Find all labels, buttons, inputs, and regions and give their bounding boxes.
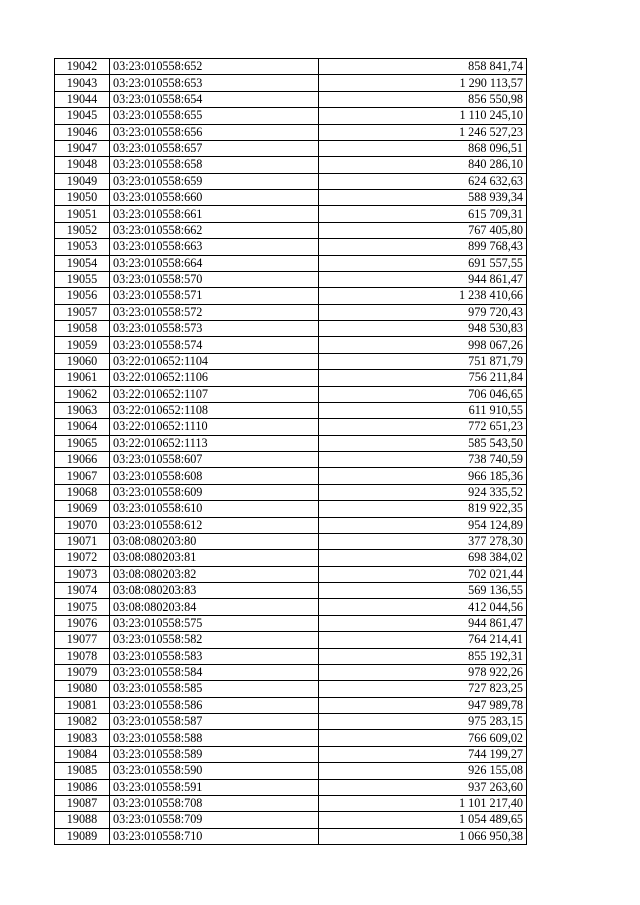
row-number-cell: 19088 — [55, 812, 110, 828]
row-number-cell: 19085 — [55, 763, 110, 779]
value-cell: 899 768,43 — [319, 239, 527, 255]
value-cell: 858 841,74 — [319, 59, 527, 75]
row-number-cell: 19067 — [55, 468, 110, 484]
cadastral-number-cell: 03:23:010558:664 — [110, 255, 319, 271]
table-row — [55, 124, 527, 140]
table-row — [55, 795, 527, 811]
cadastral-number-cell: 03:23:010558:589 — [110, 746, 319, 762]
table-row — [55, 321, 527, 337]
cadastral-number-cell: 03:23:010558:661 — [110, 206, 319, 222]
row-number-cell: 19069 — [55, 501, 110, 517]
table-row — [55, 714, 527, 730]
value-cell: 1 066 950,38 — [319, 828, 527, 844]
value-cell: 569 136,55 — [319, 583, 527, 599]
row-number-cell: 19048 — [55, 157, 110, 173]
value-cell: 377 278,30 — [319, 533, 527, 549]
value-cell: 954 124,89 — [319, 517, 527, 533]
row-number-cell: 19046 — [55, 124, 110, 140]
row-number-cell: 19059 — [55, 337, 110, 353]
cadastral-number-cell: 03:23:010558:659 — [110, 173, 319, 189]
table-body — [55, 59, 527, 845]
cadastral-number-cell: 03:23:010558:612 — [110, 517, 319, 533]
table-row — [55, 828, 527, 844]
cadastral-number-cell: 03:23:010558:657 — [110, 140, 319, 156]
row-number-cell: 19066 — [55, 452, 110, 468]
cadastral-number-cell: 03:22:010652:1104 — [110, 353, 319, 369]
cadastral-number-cell: 03:23:010558:654 — [110, 91, 319, 107]
table-row — [55, 239, 527, 255]
row-number-cell: 19043 — [55, 75, 110, 91]
row-number-cell: 19050 — [55, 190, 110, 206]
row-number-cell: 19049 — [55, 173, 110, 189]
cadastral-number-cell: 03:23:010558:588 — [110, 730, 319, 746]
table-row — [55, 337, 527, 353]
row-number-cell: 19057 — [55, 304, 110, 320]
table-row — [55, 730, 527, 746]
cadastral-number-cell: 03:23:010558:607 — [110, 452, 319, 468]
value-cell: 615 709,31 — [319, 206, 527, 222]
row-number-cell: 19080 — [55, 681, 110, 697]
table-row — [55, 419, 527, 435]
value-cell: 856 550,98 — [319, 91, 527, 107]
cadastral-number-cell: 03:23:010558:662 — [110, 222, 319, 238]
cadastral-number-cell: 03:23:010558:584 — [110, 664, 319, 680]
value-cell: 924 335,52 — [319, 484, 527, 500]
row-number-cell: 19062 — [55, 386, 110, 402]
table-row — [55, 91, 527, 107]
cadastral-number-cell: 03:23:010558:571 — [110, 288, 319, 304]
cadastral-number-cell: 03:23:010558:609 — [110, 484, 319, 500]
value-cell: 412 044,56 — [319, 599, 527, 615]
table-row — [55, 206, 527, 222]
cadastral-number-cell: 03:23:010558:574 — [110, 337, 319, 353]
row-number-cell: 19053 — [55, 239, 110, 255]
cadastral-number-cell: 03:08:080203:83 — [110, 583, 319, 599]
table-row — [55, 501, 527, 517]
cadastral-number-cell: 03:23:010558:660 — [110, 190, 319, 206]
value-cell: 944 861,47 — [319, 615, 527, 631]
row-number-cell: 19087 — [55, 795, 110, 811]
row-number-cell: 19084 — [55, 746, 110, 762]
value-cell: 727 823,25 — [319, 681, 527, 697]
row-number-cell: 19052 — [55, 222, 110, 238]
row-number-cell: 19063 — [55, 402, 110, 418]
cadastral-number-cell: 03:23:010558:610 — [110, 501, 319, 517]
row-number-cell: 19055 — [55, 271, 110, 287]
table-row — [55, 255, 527, 271]
cadastral-number-cell: 03:23:010558:575 — [110, 615, 319, 631]
cadastral-number-cell: 03:23:010558:573 — [110, 321, 319, 337]
table-row — [55, 386, 527, 402]
table-row — [55, 108, 527, 124]
table-row — [55, 779, 527, 795]
table-row — [55, 271, 527, 287]
cadastral-number-cell: 03:23:010558:656 — [110, 124, 319, 140]
cadastral-number-cell: 03:22:010652:1107 — [110, 386, 319, 402]
row-number-cell: 19071 — [55, 533, 110, 549]
cadastral-number-cell: 03:23:010558:658 — [110, 157, 319, 173]
table-row — [55, 812, 527, 828]
row-number-cell: 19081 — [55, 697, 110, 713]
value-cell: 764 214,41 — [319, 632, 527, 648]
row-number-cell: 19070 — [55, 517, 110, 533]
row-number-cell: 19074 — [55, 583, 110, 599]
cadastral-number-cell: 03:23:010558:663 — [110, 239, 319, 255]
table-row — [55, 59, 527, 75]
cadastral-number-cell: 03:23:010558:655 — [110, 108, 319, 124]
row-number-cell: 19072 — [55, 550, 110, 566]
table-row — [55, 140, 527, 156]
cadastral-number-cell: 03:08:080203:80 — [110, 533, 319, 549]
cadastral-number-cell: 03:23:010558:587 — [110, 714, 319, 730]
table-row — [55, 402, 527, 418]
cadastral-number-cell: 03:23:010558:585 — [110, 681, 319, 697]
value-cell: 738 740,59 — [319, 452, 527, 468]
table-row — [55, 533, 527, 549]
row-number-cell: 19089 — [55, 828, 110, 844]
table-row — [55, 648, 527, 664]
value-cell: 868 096,51 — [319, 140, 527, 156]
table-row — [55, 632, 527, 648]
value-cell: 1 238 410,66 — [319, 288, 527, 304]
row-number-cell: 19086 — [55, 779, 110, 795]
row-number-cell: 19064 — [55, 419, 110, 435]
row-number-cell: 19078 — [55, 648, 110, 664]
value-cell: 767 405,80 — [319, 222, 527, 238]
row-number-cell: 19051 — [55, 206, 110, 222]
value-cell: 698 384,02 — [319, 550, 527, 566]
value-cell: 840 286,10 — [319, 157, 527, 173]
table-row — [55, 288, 527, 304]
cadastral-number-cell: 03:23:010558:653 — [110, 75, 319, 91]
row-number-cell: 19075 — [55, 599, 110, 615]
table-row — [55, 190, 527, 206]
table-row — [55, 468, 527, 484]
table-row — [55, 615, 527, 631]
row-number-cell: 19073 — [55, 566, 110, 582]
value-cell: 1 290 113,57 — [319, 75, 527, 91]
table-row — [55, 746, 527, 762]
value-cell: 998 067,26 — [319, 337, 527, 353]
table-row — [55, 599, 527, 615]
value-cell: 691 557,55 — [319, 255, 527, 271]
row-number-cell: 19077 — [55, 632, 110, 648]
value-cell: 1 101 217,40 — [319, 795, 527, 811]
value-cell: 926 155,08 — [319, 763, 527, 779]
value-cell: 966 185,36 — [319, 468, 527, 484]
cadastral-number-cell: 03:22:010652:1113 — [110, 435, 319, 451]
row-number-cell: 19082 — [55, 714, 110, 730]
row-number-cell: 19068 — [55, 484, 110, 500]
value-cell: 978 922,26 — [319, 664, 527, 680]
table-row — [55, 370, 527, 386]
table-row — [55, 681, 527, 697]
value-cell: 947 989,78 — [319, 697, 527, 713]
row-number-cell: 19045 — [55, 108, 110, 124]
cadastral-number-cell: 03:08:080203:84 — [110, 599, 319, 615]
table-row — [55, 517, 527, 533]
cadastral-number-cell: 03:22:010652:1106 — [110, 370, 319, 386]
cadastral-number-cell: 03:23:010558:570 — [110, 271, 319, 287]
cadastral-number-cell: 03:23:010558:590 — [110, 763, 319, 779]
value-cell: 975 283,15 — [319, 714, 527, 730]
row-number-cell: 19079 — [55, 664, 110, 680]
row-number-cell: 19083 — [55, 730, 110, 746]
value-cell: 979 720,43 — [319, 304, 527, 320]
cadastral-number-cell: 03:08:080203:81 — [110, 550, 319, 566]
value-cell: 772 651,23 — [319, 419, 527, 435]
row-number-cell: 19056 — [55, 288, 110, 304]
value-cell: 744 199,27 — [319, 746, 527, 762]
cadastral-number-cell: 03:23:010558:608 — [110, 468, 319, 484]
cadastral-number-cell: 03:23:010558:709 — [110, 812, 319, 828]
table-row — [55, 353, 527, 369]
row-number-cell: 19061 — [55, 370, 110, 386]
cadastral-number-cell: 03:23:010558:710 — [110, 828, 319, 844]
value-cell: 588 939,34 — [319, 190, 527, 206]
table-row — [55, 304, 527, 320]
table-row — [55, 157, 527, 173]
value-cell: 766 609,02 — [319, 730, 527, 746]
table-row — [55, 173, 527, 189]
value-cell: 1 246 527,23 — [319, 124, 527, 140]
value-cell: 624 632,63 — [319, 173, 527, 189]
cadastral-number-cell: 03:23:010558:708 — [110, 795, 319, 811]
cadastral-number-cell: 03:22:010652:1108 — [110, 402, 319, 418]
row-number-cell: 19058 — [55, 321, 110, 337]
cadastral-number-cell: 03:23:010558:572 — [110, 304, 319, 320]
value-cell: 751 871,79 — [319, 353, 527, 369]
table-row — [55, 435, 527, 451]
value-cell: 948 530,83 — [319, 321, 527, 337]
row-number-cell: 19042 — [55, 59, 110, 75]
row-number-cell: 19054 — [55, 255, 110, 271]
table-row — [55, 484, 527, 500]
value-cell: 611 910,55 — [319, 402, 527, 418]
row-number-cell: 19076 — [55, 615, 110, 631]
cadastral-number-cell: 03:23:010558:583 — [110, 648, 319, 664]
table-row — [55, 763, 527, 779]
value-cell: 756 211,84 — [319, 370, 527, 386]
value-cell: 1 110 245,10 — [319, 108, 527, 124]
value-cell: 819 922,35 — [319, 501, 527, 517]
table-row — [55, 222, 527, 238]
value-cell: 585 543,50 — [319, 435, 527, 451]
row-number-cell: 19065 — [55, 435, 110, 451]
table-row — [55, 566, 527, 582]
table-row — [55, 550, 527, 566]
row-number-cell: 19047 — [55, 140, 110, 156]
cadastral-number-cell: 03:23:010558:586 — [110, 697, 319, 713]
table-row — [55, 697, 527, 713]
cadastral-number-cell: 03:23:010558:652 — [110, 59, 319, 75]
value-cell: 1 054 489,65 — [319, 812, 527, 828]
value-cell: 937 263,60 — [319, 779, 527, 795]
cadastral-number-cell: 03:22:010652:1110 — [110, 419, 319, 435]
row-number-cell: 19060 — [55, 353, 110, 369]
table-row — [55, 664, 527, 680]
cadastral-number-cell: 03:23:010558:591 — [110, 779, 319, 795]
value-cell: 855 192,31 — [319, 648, 527, 664]
cadastral-value-table — [54, 58, 527, 845]
cadastral-number-cell: 03:08:080203:82 — [110, 566, 319, 582]
value-cell: 702 021,44 — [319, 566, 527, 582]
table-row — [55, 583, 527, 599]
cadastral-number-cell: 03:23:010558:582 — [110, 632, 319, 648]
row-number-cell: 19044 — [55, 91, 110, 107]
value-cell: 706 046,65 — [319, 386, 527, 402]
table-row — [55, 75, 527, 91]
value-cell: 944 861,47 — [319, 271, 527, 287]
table-row — [55, 452, 527, 468]
